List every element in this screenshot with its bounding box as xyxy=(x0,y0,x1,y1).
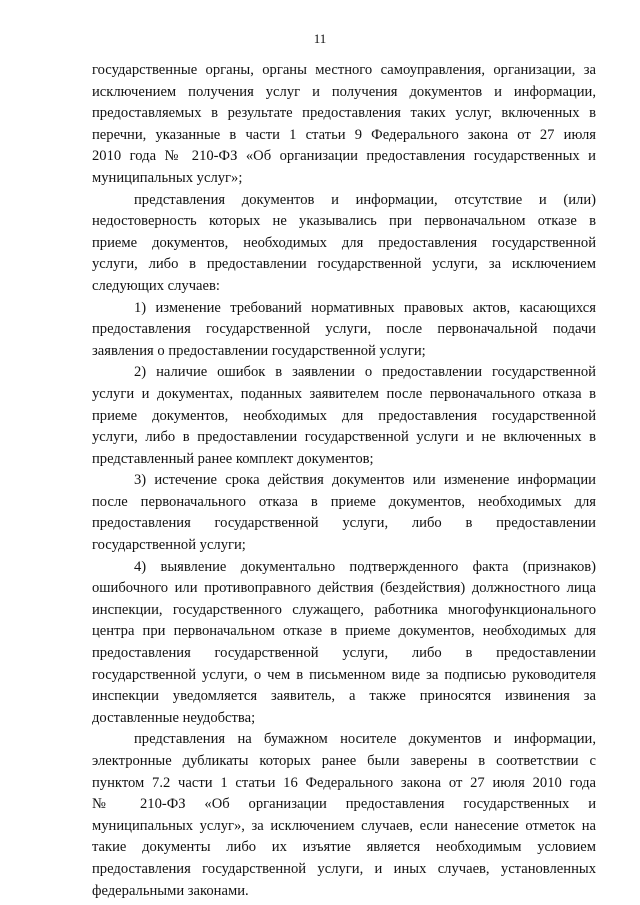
text-line: доставленные неудобства; xyxy=(92,709,256,726)
text-line: центра при первоначальном отказе в приеме документов, необходимых для xyxy=(92,623,596,640)
text-line: ошибочного или противоправного действия (бездействия) должностного лица xyxy=(92,580,596,597)
text-line: приеме документов, необходимых для предоставления государственной xyxy=(92,407,596,424)
text-line: предоставления государственной услуги, и иных случаев, установленных xyxy=(92,860,596,877)
text-line: муниципальных услуг»; xyxy=(92,169,243,186)
text-line: 2) наличие ошибок в заявлении о предоставлении государственной xyxy=(134,364,596,381)
text-line: инспекции, государственного служащего, работника многофункционального xyxy=(92,601,596,618)
text-line: предоставления государственной услуги, либо в предоставлении xyxy=(92,645,596,662)
text-line: электронные дубликаты которых ранее были заверены в соответствии с xyxy=(92,753,596,769)
text-line: № 210-ФЗ «Об организации предоставления государственных и xyxy=(92,796,596,813)
page-number: 11 xyxy=(313,31,327,46)
text-line: государственной услуги; xyxy=(92,537,246,554)
text-line: исключением получения услуг и получения документов и информации, xyxy=(92,83,596,100)
paragraph xyxy=(92,298,596,363)
text-line: приеме документов, необходимых для предоставления государственной xyxy=(92,234,596,251)
paragraph xyxy=(92,557,596,730)
paragraph xyxy=(92,470,596,556)
text-line: перечни, указанные в части 1 статьи 9 Федерального закона от 27 июля xyxy=(92,126,596,143)
text-line: 2010 года № 210-ФЗ «Об организации предоставления государственных и xyxy=(92,148,596,165)
text-line: недостоверность которых не указывались при первоначальном отказе в xyxy=(92,213,596,230)
text-line: 1) изменение требований нормативных правовых актов, касающихся xyxy=(134,299,596,316)
text-line: 4) выявление документально подтвержденного факта (признаков) xyxy=(134,558,596,575)
text-line: федеральными законами. xyxy=(92,882,249,899)
text-line: следующих случаев: xyxy=(92,277,220,294)
paragraph xyxy=(92,362,596,470)
text-line: после первоначального отказа в приеме документов, необходимых для xyxy=(92,493,596,510)
text-line: услуги, либо в предоставлении государственной услуги, за исключением xyxy=(92,256,596,273)
paragraph xyxy=(92,190,596,298)
text-line: предоставления государственной услуги, после первоначальной подачи xyxy=(92,321,596,338)
text-line: услуги, либо в предоставлении государственной услуги и не включенных в xyxy=(92,429,596,446)
text-line: предоставляемых в результате предоставления таких услуг, включенных в xyxy=(92,105,596,122)
text-line: такие документы либо их изъятие является необходимым условием xyxy=(92,839,596,856)
paragraph xyxy=(92,729,596,902)
text-line: представления документов и информации, отсутствие и (или) xyxy=(134,191,596,208)
text-line: представленный ранее комплект документов; xyxy=(92,450,374,467)
document-body xyxy=(92,60,596,902)
text-line: пунктом 7.2 части 1 статьи 16 Федерального закона от 27 июля 2010 года xyxy=(92,774,596,791)
text-line: 3) истечение срока действия документов или изменение информации xyxy=(134,472,596,489)
text-line: государственной услуги, о чем в письменном виде за подписью руководителя xyxy=(92,666,596,683)
text-line: предоставления государственной услуги, либо в предоставлении xyxy=(92,515,596,532)
text-line: инспекции уведомляется заявитель, а также приносятся извинения за xyxy=(92,688,596,705)
text-line: услуги и документах, поданных заявителем после первоначального отказа в xyxy=(92,385,596,402)
text-line: заявления о предоставлении государственной услуги; xyxy=(92,342,426,359)
text-line: муниципальных услуг», за исключением случаев, если нанесение отметок на xyxy=(92,817,596,834)
text-line: государственные органы, органы местного самоуправления, организации, за xyxy=(92,62,596,78)
paragraph xyxy=(92,60,596,190)
text-line: представления на бумажном носителе документов и информации, xyxy=(134,731,596,748)
